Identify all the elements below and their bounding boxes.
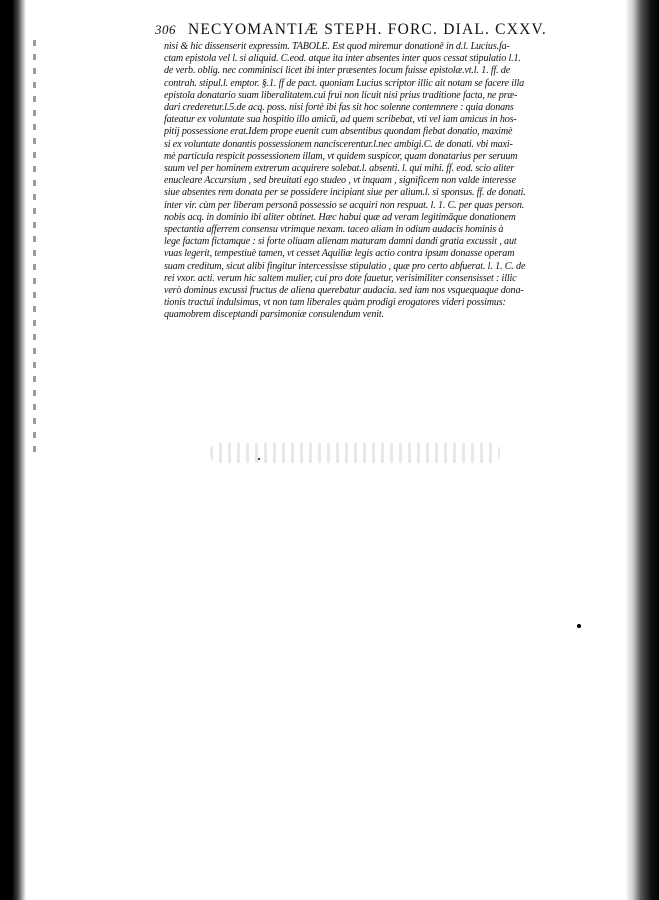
ink-speck — [258, 458, 260, 460]
page-header — [155, 22, 625, 42]
text-line: de verb. oblig. nec comminisci licet ibi inter præsentes locum fuisse epistolæ.vt.l. 1. ff. de — [164, 65, 511, 77]
text-line: siue absentes rem donata per se possidere incipiant siue per alium.l. si sponsus. ff. de donati. — [164, 187, 526, 199]
text-line: dari crederetur.l.5.de acq. poss. nisi fortè ibi fas sit hoc solenne contemnere : quia donans — [164, 102, 514, 114]
text-line: quamobrem disceptandi parsimoniæ consulendum venit. — [164, 309, 384, 321]
gutter-stain — [33, 40, 36, 460]
text-line: lege factam fictamque : si forte oliuam alienam maturam damni dandi gratia excussit , aut — [164, 236, 517, 248]
text-line: suum vel per hominem extrerum acquirere solebat.l. absenti. l. qui mihi. ff. eod. scio aliter — [164, 163, 515, 175]
page-edge-shadow — [625, 0, 659, 900]
text-line: enucleare Accursium , sed breuitati ego studeo , vt inquam , significem non valde interesse — [164, 175, 516, 187]
text-line: contrah. stipul.l. emptor. §.1. ff de pact. quoniam Lucius scriptor illic ait notam se facere illa — [164, 77, 525, 89]
text-line: si ex voluntate donantis possessionem nanciscerentur.l.nec ambigi.C. de donati. vbi maxi- — [164, 138, 513, 150]
show-through-smudge — [210, 443, 500, 463]
text-line: mè particula respicit possessionem illam, vt quidem suspicor, quam donatarius per seruum — [164, 150, 518, 162]
text-line: tionis tractui indulsimus, vt non tam liberales quàm prodigi erogatores videri possimus: — [164, 297, 506, 309]
text-line: pitij possessione erat.Idem prope euenit cum absentibus quondam fiebat donatio, maximè — [164, 126, 513, 138]
running-title: NECYOMANTIÆ STEPH. FORC. DIAL. CXXV. — [188, 21, 547, 38]
text-line: nobis acq. in dominio ibi aliter obtinet. Hæc habui quæ ad veram legitimāque donationem — [164, 211, 516, 223]
text-line: spectantia afferrem consensu vtrimque nexam. taceo aliam in odium audacis hominis à — [164, 224, 504, 236]
text-line: fateatur ex voluntate sua hospitio illo amicū, ad quem scribebat, vti vel iam amicus in hos- — [164, 114, 517, 126]
text-line: suam creditum, sicut alibi fingitur intercessisse stipulatio , quæ pro certo abfuerat. l. 1. C. de — [164, 260, 526, 272]
page-number: 306 — [155, 22, 176, 37]
text-line: inter vir. cùm per liberam personā possessio se acquiri non respuat. l. 1. C. per quas person. — [164, 199, 525, 211]
text-line: ctam epistola vel l. si aliquid. C.eod. atque ita inter absentes inter quos cessat stipulatio l.1. — [164, 53, 521, 65]
text-line: epistola donatario suam liberalitatem.cui frui non licuit nisi prius traditione facta, ne præ- — [164, 89, 518, 101]
text-line: verò dominus excussi fructus de aliena querebatur audacia. sed iam nos vsquequaque dona- — [164, 285, 524, 297]
text-line: rei vxor. acti. verum hic saltem mulier, cui pro dote fauetur, verisimiliter consensisset : illic — [164, 272, 517, 284]
ink-speck — [577, 624, 581, 628]
body-text — [164, 41, 600, 322]
binding-gutter — [0, 0, 26, 900]
text-line: vuas legerit, tempestiuè tamen, vt cesset Aquiliæ legis actio contra ipsum donasse operam — [164, 248, 515, 260]
text-line: nisi & hic dissenserit expressim. TABOLE. Est quod miremur donationē in d.l. Lucius.fa- — [164, 41, 510, 52]
